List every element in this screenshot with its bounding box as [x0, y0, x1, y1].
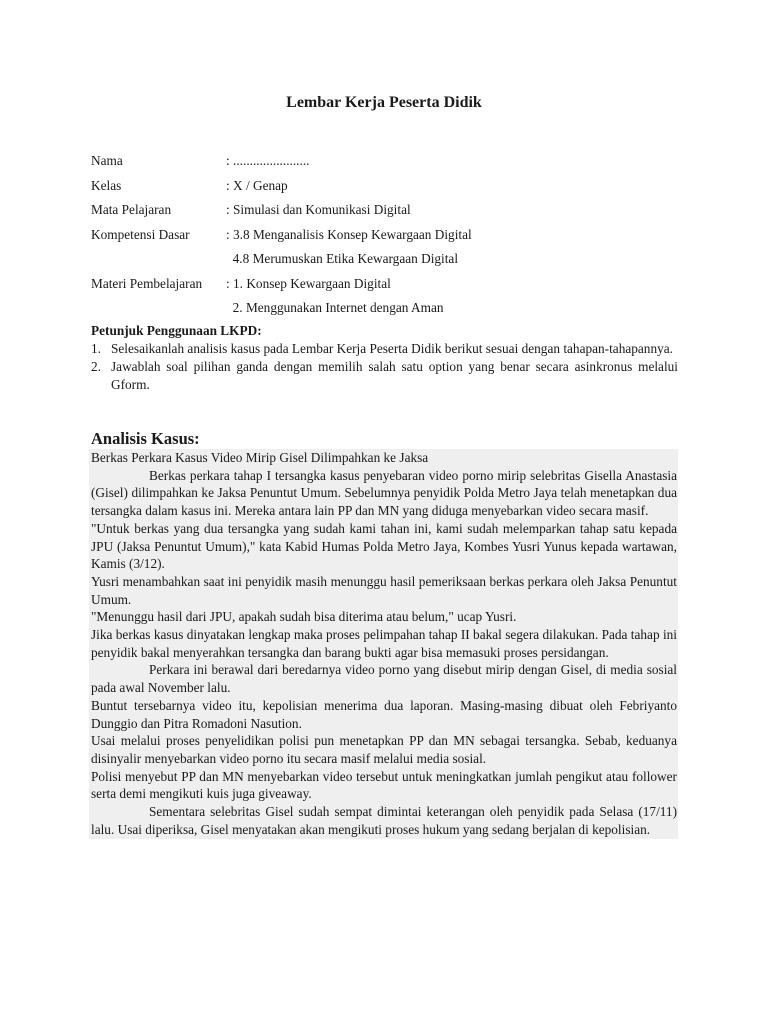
info-value: : .......................: [226, 153, 310, 168]
info-label: Materi Pembelajaran: [91, 275, 203, 291]
info-row-materi-pembelajaran: [91, 274, 691, 299]
instructions-list: [91, 340, 678, 394]
info-row-nama: [91, 151, 691, 176]
case-headline: Berkas Perkara Kasus Video Mirip Gisel Dilimpahkan ke Jaksa: [91, 450, 429, 465]
info-value: : 3.8 Menganalisis Konsep Kewargaan Digital: [226, 226, 472, 242]
instruction-number: 2.: [91, 359, 101, 374]
instruction-text: Jawablah soal pilihan ganda dengan memilih salah satu option yang benar secara asinkronus melalui Gform.: [111, 359, 678, 392]
case-paragraph: "Menunggu hasil dari JPU, apakah sudah bisa diterima atau belum," ucap Yusri.: [91, 609, 517, 625]
case-paragraph: Polisi menyebut PP dan MN menyebarkan video tersebut untuk meningkatkan jumlah pengikut atau follower serta demi mengikuti kuis juga giveaway.: [91, 768, 677, 802]
info-row-materi-pembelajaran-2: [91, 298, 691, 323]
info-value: : Simulasi dan Komunikasi Digital: [226, 202, 411, 217]
info-row-kelas: [91, 176, 691, 201]
instructions-heading: Petunjuk Penggunaan LKPD:: [91, 323, 262, 338]
instructions-section: [91, 322, 678, 394]
identity-table: [91, 151, 691, 323]
case-paragraph: Sementara selebritas Gisel sudah sempat dimintai keterangan oleh penyidik pada Selasa (17/11) lalu. Usai diperiksa, Gisel menyatakan akan mengikuti proses hukum yang sedang berjalan di kepolisian.: [91, 804, 677, 837]
case-paragraph: Yusri menambahkan saat ini penyidik masih menunggu hasil pemeriksaan berkas perkara oleh Jaksa Penuntut Umum.: [91, 573, 677, 607]
instruction-number: 1.: [91, 341, 101, 356]
info-label: Mata Pelajaran: [91, 202, 172, 217]
case-paragraph: "Untuk berkas yang dua tersangka yang sudah kami tahan ini, kami sudah melemparkan tahap satu kepada JPU (Jaksa Penuntut Umum)," kata Kabid Humas Polda Metro Jaya, Kombes Yusri Yunus kepada wartawan, Kamis (3/12).: [91, 520, 677, 572]
document-title: Lembar Kerja Peserta Didik: [286, 94, 482, 111]
case-paragraph: Perkara ini berawal dari beredarnya video porno yang disebut mirip dengan Gisel, di media sosial pada awal November lalu.: [91, 662, 677, 696]
info-value: 2. Menggunakan Internet dengan Aman: [226, 300, 444, 315]
info-label: Kelas: [91, 177, 122, 193]
case-paragraph: Berkas perkara tahap I tersangka kasus penyebaran video porno mirip selebritas Gisella Anastasia (Gisel) dilimpahkan ke Jaksa Penuntut Umum. Sebelumnya penyidik Polda Metro Jaya telah menetapkan dua tersangka dalam kasus ini. Mereka antara lain PP dan MN yang diduga menyebarkan video secara masif.: [91, 467, 677, 519]
info-row-kompetensi-dasar: [91, 225, 691, 250]
info-value: : 1. Konsep Kewargaan Digital: [226, 275, 391, 291]
instruction-item: [91, 340, 678, 358]
case-paragraph: Usai melalui proses penyelidikan polisi pun menetapkan PP dan MN sebagai tersangka. Sebab, keduanya disinyalir menyebarkan video porno itu secara masif melalui media sosial.: [91, 733, 677, 766]
case-paragraph: Jika berkas kasus dinyatakan lengkap maka proses pelimpahan tahap II bakal segera dilakukan. Pada tahap ini penyidik bakal menyerahkan tersangka dan barang bukti agar bisa memasuki proses persidangan.: [91, 627, 677, 660]
instruction-text: Selesaikanlah analisis kasus pada Lembar Kerja Peserta Didik berikut sesuai dengan tahapan-tahapannya.: [111, 341, 673, 356]
info-label: Nama: [91, 153, 123, 168]
case-article: [89, 449, 678, 839]
info-row-mata-pelajaran: [91, 200, 691, 225]
case-paragraph: Buntut tersebarnya video itu, kepolisian menerima dua laporan. Masing-masing dibuat oleh Febriyanto Dunggio dan Pitra Romadoni Nasution.: [91, 697, 677, 731]
info-value: 4.8 Merumuskan Etika Kewargaan Digital: [226, 251, 459, 266]
instruction-item: [91, 358, 678, 394]
info-value: : X / Genap: [226, 177, 288, 193]
info-row-kompetensi-dasar-2: [91, 249, 691, 274]
info-label: Kompetensi Dasar: [91, 226, 190, 242]
analysis-heading: Analisis Kasus:: [91, 429, 200, 448]
